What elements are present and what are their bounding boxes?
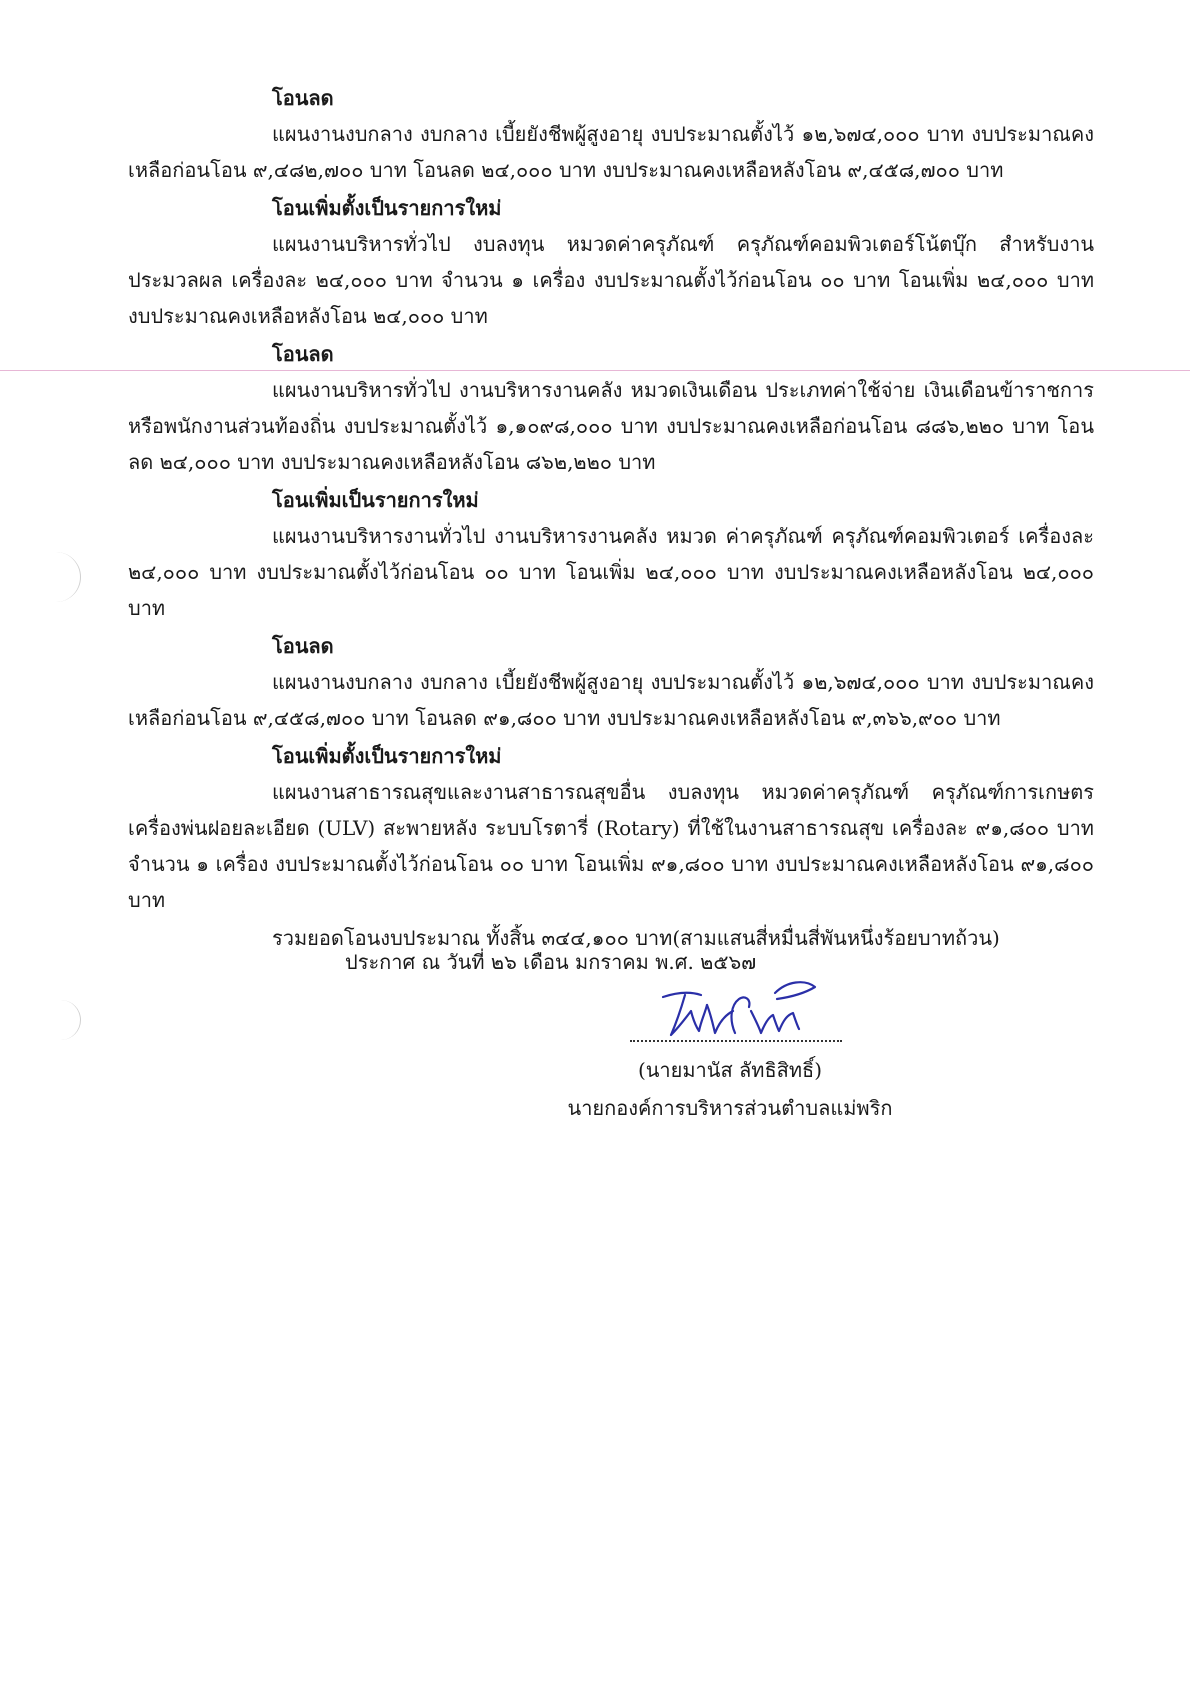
section-heading: โอนลด (272, 86, 334, 110)
section-text: แผนงานงบกลาง งบกลาง เบี้ยยังชีพผู้สูงอายุ งบประมาณตั้งไว้ ๑๒,๖๗๔,๐๐๐ บาท งบประมาณคงเหลือก่อนโอน ๙,๔๘๒,๗๐๐ บาท โอนลด ๒๔,๐๐๐ บาท งบประมาณคงเหลือหลังโอน ๙,๔๕๘,๗๐๐ บาท (128, 122, 1094, 182)
section (128, 482, 1094, 626)
section-text: แผนงานบริหารทั่วไป งานบริหารงานคลัง หมวดเงินเดือน ประเภทค่าใช้จ่าย เงินเดือนข้าราชการหรือพนักงานส่วนท้องถิ่น งบประมาณตั้งไว้ ๑,๑๐๙๘,๐๐๐ บาท งบประมาณคงเหลือก่อนโอน ๘๘๖,๒๒๐ บาท โอนลด ๒๔,๐๐๐ บาท งบประมาณคงเหลือหลังโอน ๘๖๒,๒๒๐ บาท (128, 378, 1094, 474)
section-text: แผนงานบริหารทั่วไป งบลงทุน หมวดค่าครุภัณฑ์ ครุภัณฑ์คอมพิวเตอร์โน้ตบุ๊ก สำหรับงานประมวลผล เครื่องละ ๒๔,๐๐๐ บาท จำนวน ๑ เครื่อง งบประมาณตั้งไว้ก่อนโอน ๐๐ บาท โอนเพิ่ม ๒๔,๐๐๐ บาท งบประมาณคงเหลือหลังโอน ๒๔,๐๐๐ บาท (128, 232, 1094, 328)
signer-title: นายกองค์การบริหารส่วนตำบลแม่พริก (567, 1096, 893, 1120)
section (128, 738, 1094, 918)
section-heading: โอนเพิ่มตั้งเป็นรายการใหม่ (272, 744, 502, 768)
section (128, 80, 1094, 188)
section-heading: โอนเพิ่มตั้งเป็นรายการใหม่ (272, 196, 502, 220)
section (128, 628, 1094, 736)
section (128, 190, 1094, 334)
section-text: แผนงานงบกลาง งบกลาง เบี้ยยังชีพผู้สูงอายุ งบประมาณตั้งไว้ ๑๒,๖๗๔,๐๐๐ บาท งบประมาณคงเหลือก่อนโอน ๙,๔๕๘,๗๐๐ บาท โอนลด ๙๑,๘๐๐ บาท งบประมาณคงเหลือหลังโอน ๙,๓๖๖,๙๐๐ บาท (128, 670, 1094, 730)
scan-punch-mark (50, 552, 81, 602)
section-text: แผนงานสาธารณสุขและงานสาธารณสุขอื่น งบลงทุน หมวดค่าครุภัณฑ์ ครุภัณฑ์การเกษตร เครื่องพ่นฝอยละเอียด (ULV) สะพายหลัง ระบบโรตารี่ (Rotary) ที่ใช้ในงานสาธารณสุข เครื่องละ ๙๑,๘๐๐ บาท จำนวน ๑ เครื่อง งบประมาณตั้งไว้ก่อนโอน ๐๐ บาท โอนเพิ่ม ๙๑,๘๐๐ บาท งบประมาณคงเหลือหลังโอน ๙๑,๘๐๐ บาท (128, 780, 1094, 912)
signer-name: (นายมานัส ลัทธิสิทธิ์) (637, 1058, 823, 1082)
document-body (128, 80, 1094, 956)
section-heading: โอนเพิ่มเป็นรายการใหม่ (272, 488, 479, 512)
scan-punch-mark (50, 1000, 81, 1040)
section-heading: โอนลด (272, 342, 334, 366)
announcement-date: ประกาศ ณ วันที่ ๒๖ เดือน มกราคม พ.ศ. ๒๕๖๗ (345, 950, 757, 974)
total-summary: รวมยอดโอนงบประมาณ ทั้งสิ้น ๓๔๔,๑๐๐ บาท(สามแสนสี่หมื่นสี่พันหนึ่งร้อยบาทถ้วน) (272, 926, 1000, 950)
section (128, 336, 1094, 480)
section-text: แผนงานบริหารงานทั่วไป งานบริหารงานคลัง หมวด ค่าครุภัณฑ์ ครุภัณฑ์คอมพิวเตอร์ เครื่องละ ๒๔,๐๐๐ บาท งบประมาณตั้งไว้ก่อนโอน ๐๐ บาท โอนเพิ่ม ๒๔,๐๐๐ บาท งบประมาณคงเหลือหลังโอน ๒๔,๐๐๐ บาท (128, 524, 1094, 620)
signature-line (630, 1022, 842, 1042)
section-heading: โอนลด (272, 634, 334, 658)
